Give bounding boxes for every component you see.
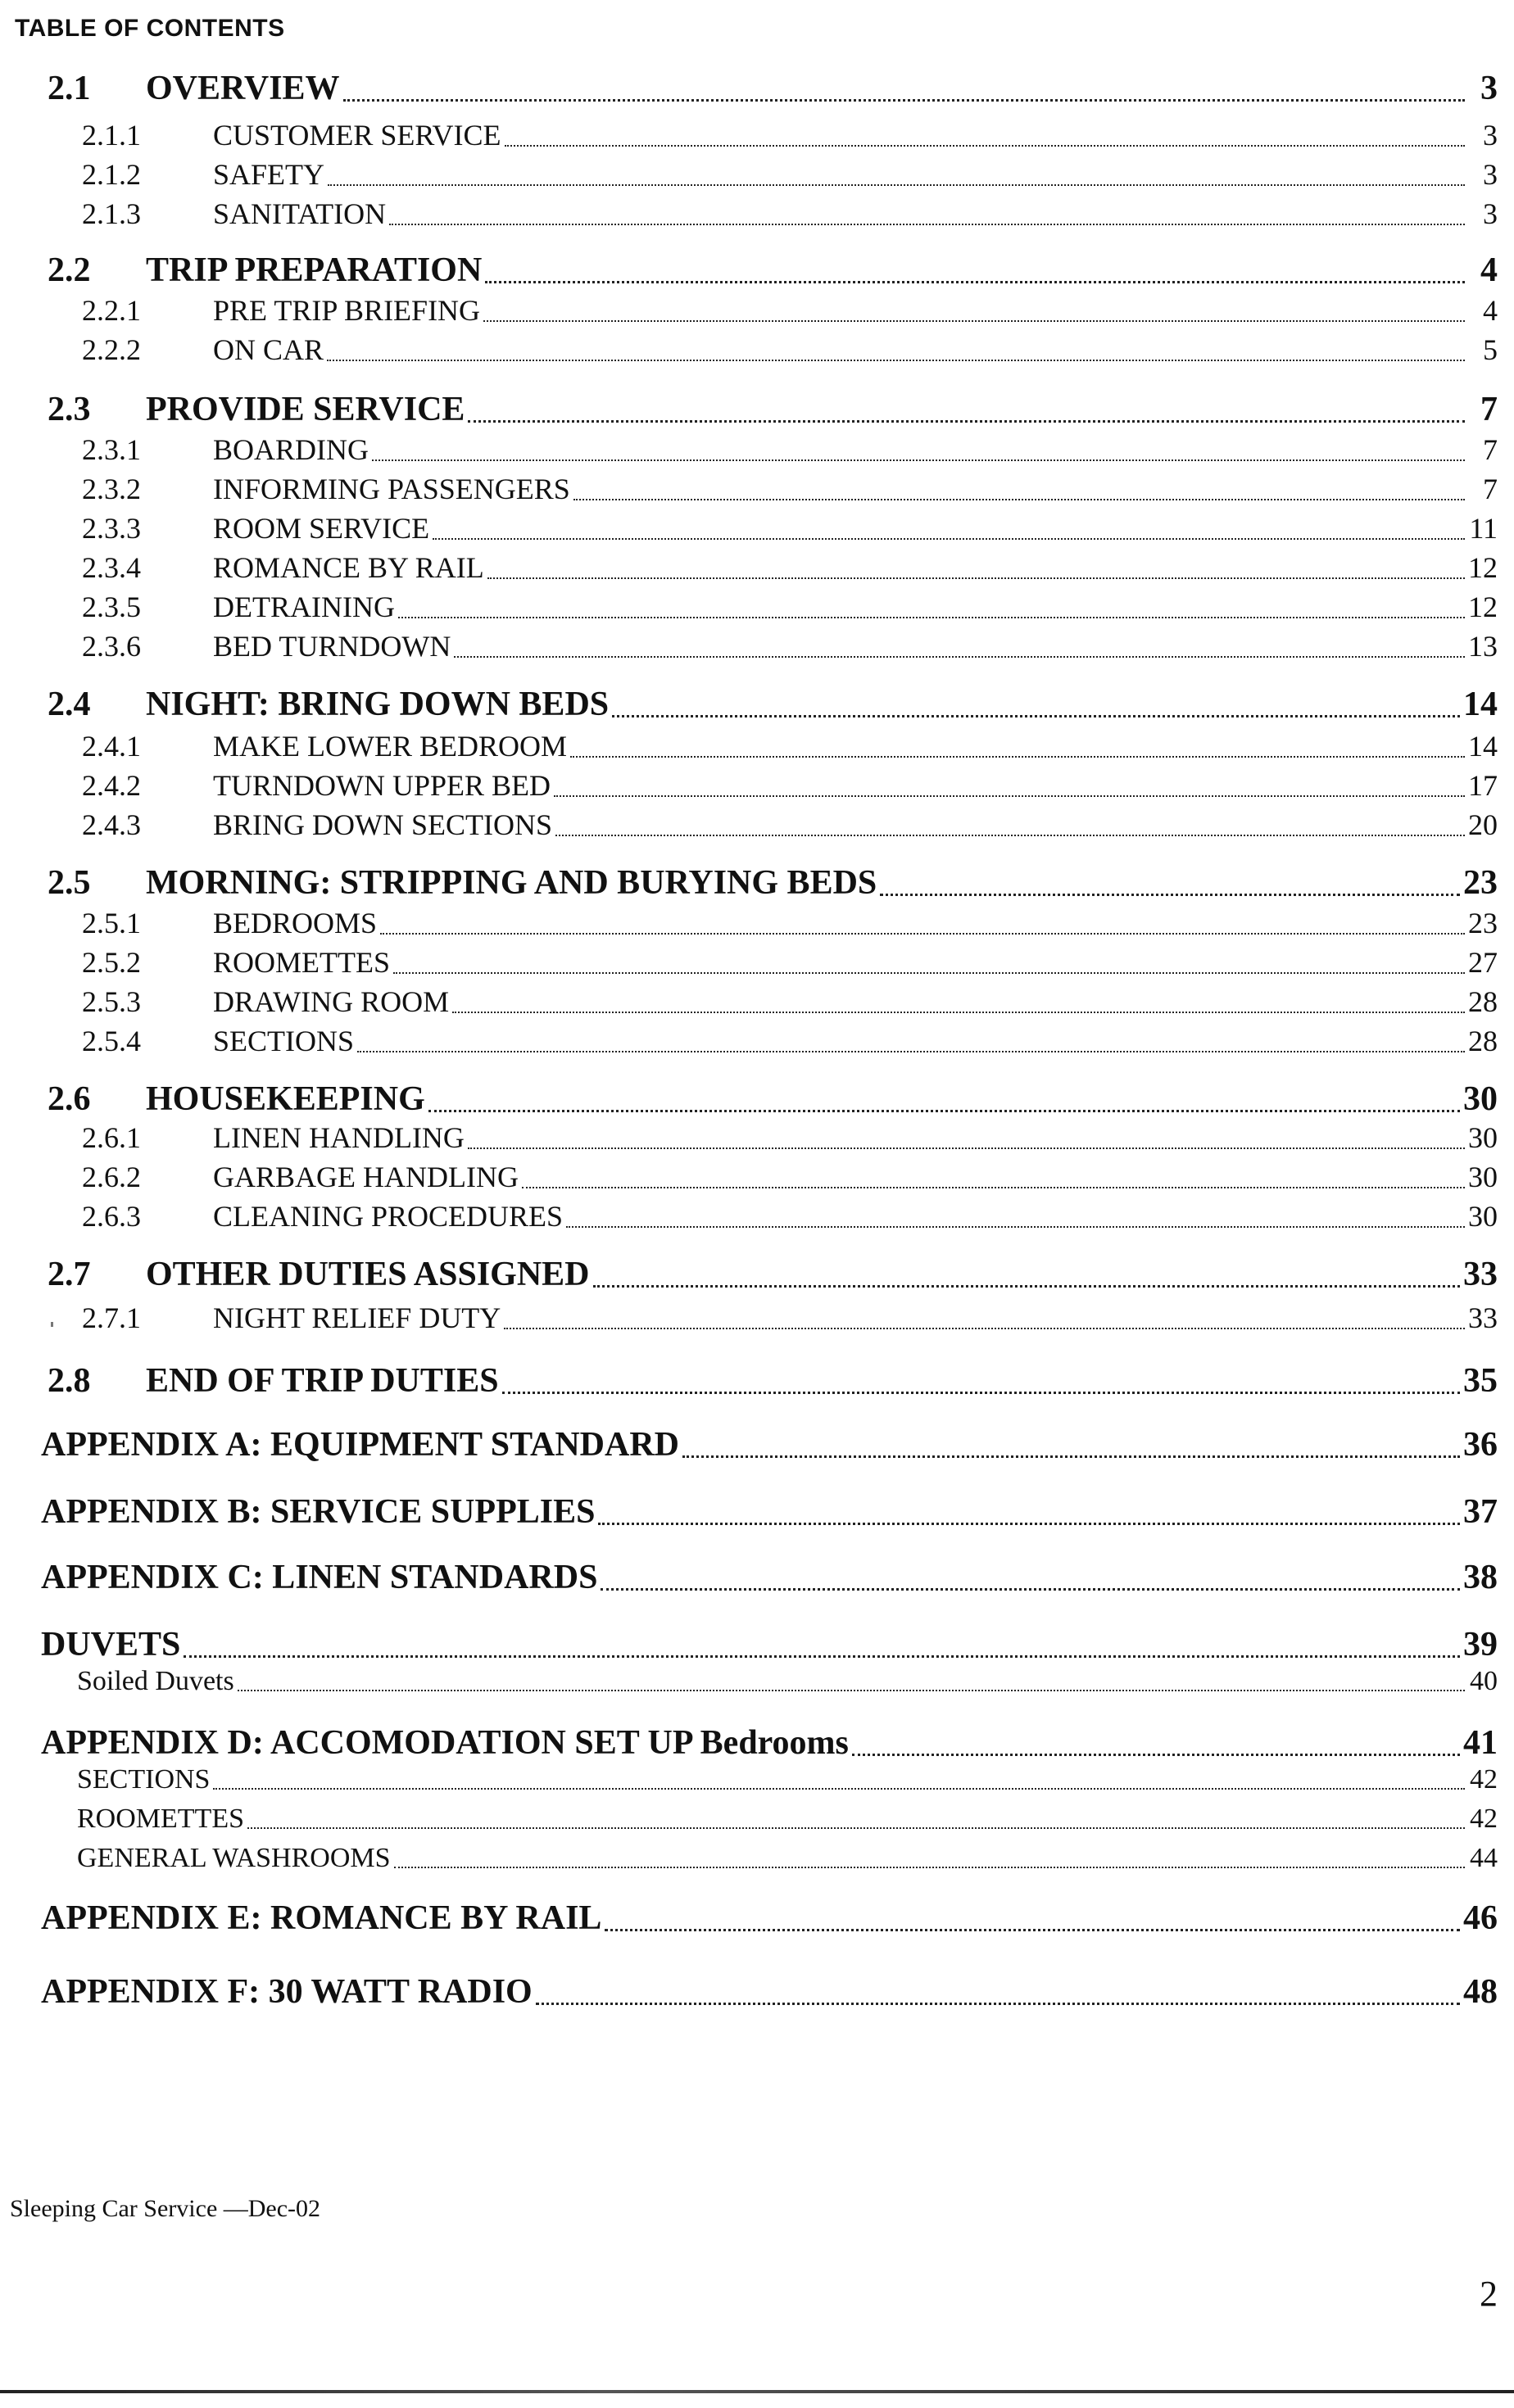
toc-entry-page: 3 [1483, 158, 1498, 191]
toc-entry-title: SAFETY [213, 158, 325, 191]
toc-section-entry[interactable] [48, 251, 1498, 290]
toc-entry-title: PRE TRIP BRIEFING [213, 294, 481, 327]
toc-entry-number: 2.3.2 [82, 473, 141, 505]
toc-entry-page: 17 [1468, 769, 1498, 802]
dot-leader [433, 538, 1465, 540]
toc-entry-page: 33 [1468, 1301, 1498, 1334]
toc-entry-page: 28 [1468, 1025, 1498, 1057]
toc-section-entry[interactable] [48, 69, 1498, 108]
toc-subsection-entry[interactable] [77, 1804, 1498, 1835]
dot-leader [504, 1328, 1465, 1329]
dot-leader [389, 224, 1465, 225]
toc-entry-title: TURNDOWN UPPER BED [213, 769, 551, 802]
toc-entry-title: ROOMETTES [213, 946, 390, 979]
toc-entry-title: END OF TRIP DUTIES [146, 1362, 499, 1400]
toc-section-entry[interactable] [41, 1425, 1498, 1464]
dot-leader [880, 894, 1460, 896]
dot-leader [682, 1455, 1460, 1458]
toc-entry-number: 2.4.2 [82, 769, 141, 802]
toc-entry-page: 7 [1480, 391, 1498, 428]
dot-leader [502, 1392, 1460, 1394]
toc-entry-title: TRIP PREPARATION [146, 251, 483, 289]
toc-entry-page: 4 [1480, 251, 1498, 289]
toc-entry-page: 3 [1483, 119, 1498, 152]
toc-entry-number: 2.7 [48, 1256, 91, 1293]
toc-entry-page: 42 [1470, 1764, 1498, 1795]
toc-entry-page: 14 [1468, 730, 1498, 763]
dot-leader [394, 1867, 1465, 1868]
toc-entry-number: 2.2 [48, 251, 91, 289]
toc-entry-number: 2.2.2 [82, 333, 141, 366]
toc-entry-title: Soiled Duvets [77, 1666, 234, 1696]
toc-entry-number: 2.1 [48, 70, 91, 107]
toc-entry-page: 42 [1470, 1804, 1498, 1834]
toc-entry-page: 33 [1463, 1256, 1498, 1293]
toc-subsection-entry[interactable] [82, 984, 1498, 1019]
toc-section-entry[interactable] [41, 1492, 1498, 1532]
toc-entry-page: 41 [1463, 1724, 1498, 1762]
toc-entry-page: 14 [1463, 686, 1498, 723]
toc-section-entry[interactable] [41, 1723, 1498, 1763]
toc-entry-title: INFORMING PASSENGERS [213, 473, 570, 505]
toc-entry-title: CLEANING PROCEDURES [213, 1200, 564, 1233]
dot-leader [468, 1147, 1465, 1149]
toc-entry-title: APPENDIX C: LINEN STANDARDS [41, 1559, 598, 1596]
toc-entry-title: APPENDIX B: SERVICE SUPPLIES [41, 1493, 596, 1531]
toc-entry-page: 20 [1468, 808, 1498, 841]
dot-leader [605, 1929, 1460, 1931]
toc-subsection-entry[interactable] [82, 293, 1498, 328]
toc-entry-title: APPENDIX E: ROMANCE BY RAIL [41, 1899, 602, 1937]
toc-entry-title: CUSTOMER SERVICE [213, 119, 501, 152]
toc-entry-page: 37 [1463, 1493, 1498, 1531]
bottom-rule [0, 2390, 1514, 2393]
toc-entry-title: ROOMETTES [77, 1804, 244, 1834]
scan-speck [51, 1322, 53, 1327]
toc-section-entry[interactable] [41, 1558, 1498, 1597]
toc-entry-page: 30 [1468, 1200, 1498, 1233]
dot-leader [554, 795, 1465, 797]
toc-section-entry[interactable] [48, 1080, 1498, 1119]
toc-subsection-entry[interactable] [82, 1160, 1498, 1194]
dot-leader [555, 835, 1465, 836]
toc-subsection-entry[interactable] [82, 945, 1498, 980]
toc-subsection-entry[interactable] [82, 550, 1498, 585]
toc-entry-number: 2.5.1 [82, 907, 141, 939]
toc-entry-title: NIGHT: BRING DOWN BEDS [146, 686, 610, 723]
toc-section-entry[interactable] [41, 1625, 1498, 1664]
dot-leader [454, 656, 1465, 658]
toc-entry-title: OVERVIEW [146, 70, 340, 107]
toc-entry-number: 2.5.4 [82, 1025, 141, 1057]
toc-subsection-entry[interactable] [82, 157, 1498, 192]
dot-leader [372, 459, 1465, 461]
toc-subsection-entry[interactable] [82, 808, 1498, 842]
toc-section-entry[interactable] [41, 1972, 1498, 2012]
dot-leader [452, 1012, 1465, 1013]
dot-leader [612, 715, 1460, 717]
toc-entry-page: 11 [1469, 512, 1498, 545]
toc-subsection-entry[interactable] [82, 768, 1498, 803]
toc-entry-page: 4 [1483, 294, 1498, 327]
toc-entry-page: 12 [1468, 591, 1498, 623]
toc-entry-page: 44 [1470, 1843, 1498, 1873]
toc-entry-page: 27 [1468, 946, 1498, 979]
dot-leader [593, 1285, 1460, 1288]
toc-subsection-entry[interactable] [82, 432, 1498, 467]
toc-subsection-entry[interactable] [82, 197, 1498, 231]
toc-entry-number: 2.6.2 [82, 1161, 141, 1193]
toc-entry-title: GENERAL WASHROOMS [77, 1843, 391, 1873]
toc-entry-page: 7 [1483, 433, 1498, 466]
dot-leader [238, 1690, 1465, 1691]
toc-entry-title: BRING DOWN SECTIONS [213, 808, 552, 841]
toc-entry-number: 2.3.1 [82, 433, 141, 466]
dot-leader [487, 577, 1465, 579]
toc-entry-title: OTHER DUTIES ASSIGNED [146, 1256, 590, 1293]
toc-entry-number: 2.1.2 [82, 158, 141, 191]
toc-entry-page: 40 [1470, 1666, 1498, 1696]
toc-subsection-entry[interactable] [77, 1764, 1498, 1795]
toc-entry-title: MORNING: STRIPPING AND BURYING BEDS [146, 864, 877, 902]
dot-leader [393, 972, 1465, 974]
dot-leader [380, 933, 1465, 935]
toc-entry-number: 2.3.6 [82, 630, 141, 663]
toc-entry-page: 46 [1463, 1899, 1498, 1937]
toc-entry-number: 2.3.5 [82, 591, 141, 623]
toc-subsection-entry[interactable] [82, 1024, 1498, 1058]
toc-entry-page: 28 [1468, 985, 1498, 1018]
dot-leader [247, 1827, 1465, 1829]
toc-entry-number: 2.6.1 [82, 1121, 141, 1154]
toc-section-entry[interactable] [48, 1255, 1498, 1294]
toc-entry-page: 38 [1463, 1559, 1498, 1596]
toc-entry-number: 2.6.3 [82, 1200, 141, 1233]
toc-entry-title: MAKE LOWER BEDROOM [213, 730, 567, 763]
toc-entry-page: 36 [1463, 1426, 1498, 1464]
toc-subsection-entry[interactable] [82, 472, 1498, 506]
toc-entry-number: 2.3.4 [82, 551, 141, 584]
toc-entry-number: 2.4.1 [82, 730, 141, 763]
toc-entry-page: 12 [1468, 551, 1498, 584]
toc-entry-number: 2.3 [48, 391, 91, 428]
toc-subsection-entry[interactable] [82, 1199, 1498, 1233]
toc-subsection-entry[interactable] [77, 1666, 1498, 1697]
toc-subsection-entry[interactable] [82, 511, 1498, 545]
toc-entry-page: 5 [1483, 333, 1498, 366]
toc-entry-title: PROVIDE SERVICE [146, 391, 465, 428]
toc-section-entry[interactable] [48, 685, 1498, 724]
toc-entry-title: APPENDIX F: 30 WATT RADIO [41, 1973, 533, 2011]
toc-entry-title: BOARDING [213, 433, 369, 466]
toc-entry-title: LINEN HANDLING [213, 1121, 465, 1154]
toc-entry-title: SECTIONS [213, 1025, 355, 1057]
toc-section-entry[interactable] [48, 390, 1498, 429]
dot-leader [522, 1187, 1465, 1188]
toc-entry-page: 30 [1468, 1161, 1498, 1193]
toc-entry-title: NIGHT RELIEF DUTY [213, 1301, 501, 1334]
dot-leader [483, 320, 1465, 322]
toc-entry-title: APPENDIX A: EQUIPMENT STANDARD [41, 1426, 679, 1464]
toc-entry-number: 2.1.3 [82, 197, 141, 230]
toc-subsection-entry[interactable] [82, 118, 1498, 152]
toc-entry-page: 3 [1480, 70, 1498, 107]
toc-subsection-entry[interactable] [82, 906, 1498, 940]
dot-leader [327, 360, 1465, 361]
toc-entry-title: ROMANCE BY RAIL [213, 551, 484, 584]
toc-entry-number: 2.4.3 [82, 808, 141, 841]
page-title: TABLE OF CONTENTS [15, 15, 285, 42]
toc-entry-page: 35 [1463, 1362, 1498, 1400]
toc-entry-title: DUVETS [41, 1626, 181, 1663]
toc-entry-number: 2.4 [48, 686, 91, 723]
toc-entry-number: 2.2.1 [82, 294, 141, 327]
toc-entry-title: APPENDIX D: ACCOMODATION SET UP Bedrooms [41, 1724, 849, 1762]
toc-entry-number: 2.5.3 [82, 985, 141, 1018]
dot-leader [328, 184, 1465, 186]
dot-leader [428, 1110, 1460, 1112]
footer-text: Sleeping Car Service —Dec-02 [10, 2195, 321, 2222]
toc-subsection-entry[interactable] [82, 629, 1498, 663]
toc-entry-page: 13 [1468, 630, 1498, 663]
toc-entry-title: ROOM SERVICE [213, 512, 430, 545]
toc-entry-number: 2.3.3 [82, 512, 141, 545]
toc-entry-page: 3 [1483, 197, 1498, 230]
dot-leader [566, 1226, 1465, 1228]
dot-leader [570, 756, 1465, 758]
toc-entry-page: 30 [1468, 1121, 1498, 1154]
toc-subsection-entry[interactable] [82, 590, 1498, 624]
toc-entry-number: 2.5 [48, 864, 91, 902]
toc-entry-number: 2.1.1 [82, 119, 141, 152]
toc-entry-number: 2.7.1 [82, 1301, 141, 1334]
dot-leader [573, 499, 1465, 500]
dot-leader [184, 1655, 1460, 1658]
toc-entry-page: 39 [1463, 1626, 1498, 1663]
dot-leader [357, 1051, 1465, 1052]
toc-subsection-entry[interactable] [82, 1120, 1498, 1155]
toc-entry-title: SANITATION [213, 197, 387, 230]
toc-entry-number: 2.8 [48, 1362, 91, 1400]
toc-entry-page: 23 [1463, 864, 1498, 902]
toc-entry-page: 30 [1463, 1080, 1498, 1118]
toc-section-entry[interactable] [41, 1899, 1498, 1938]
toc-entry-title: GARBAGE HANDLING [213, 1161, 519, 1193]
toc-subsection-entry[interactable] [82, 1301, 1498, 1335]
toc-section-entry[interactable] [48, 1361, 1498, 1401]
toc-entry-title: HOUSEKEEPING [146, 1080, 425, 1118]
toc-entry-title: DETRAINING [213, 591, 395, 623]
toc-entry-title: ON CAR [213, 333, 324, 366]
toc-entry-page: 7 [1483, 473, 1498, 505]
toc-entry-page: 23 [1468, 907, 1498, 939]
toc-entry-number: 2.6 [48, 1080, 91, 1118]
toc-entry-title: BEDROOMS [213, 907, 378, 939]
dot-leader [485, 281, 1465, 283]
toc-subsection-entry[interactable] [82, 729, 1498, 763]
dot-leader [536, 2003, 1460, 2005]
toc-entry-title: BED TURNDOWN [213, 630, 451, 663]
dot-leader [852, 1754, 1460, 1756]
toc-entry-number: 2.5.2 [82, 946, 141, 979]
dot-leader [398, 617, 1465, 618]
toc-section-entry[interactable] [48, 863, 1498, 903]
toc-entry-page: 48 [1463, 1973, 1498, 2011]
dot-leader [598, 1523, 1460, 1525]
toc-entry-title: SECTIONS [77, 1764, 211, 1795]
toc-subsection-entry[interactable] [82, 333, 1498, 367]
dot-leader [505, 145, 1465, 147]
page-number: 2 [1480, 2274, 1498, 2314]
dot-leader [343, 99, 1465, 102]
toc-entry-title: DRAWING ROOM [213, 985, 450, 1018]
dot-leader [601, 1588, 1460, 1591]
dot-leader [468, 420, 1465, 423]
toc-subsection-entry[interactable] [77, 1843, 1498, 1874]
dot-leader [213, 1788, 1465, 1790]
